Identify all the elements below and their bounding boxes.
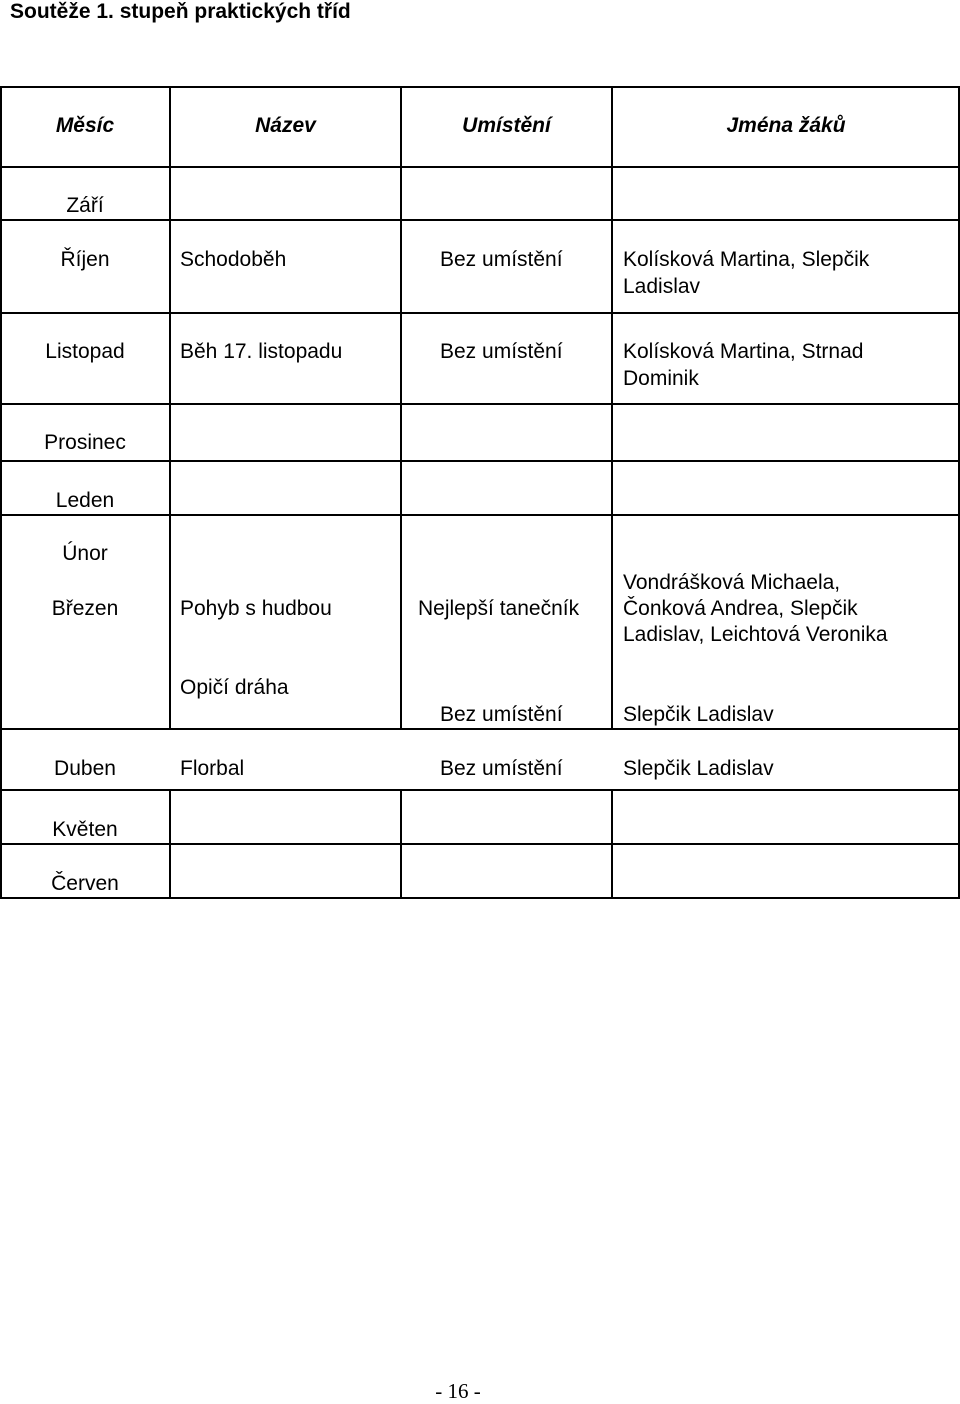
- table-rule: [0, 460, 960, 462]
- competition-name-cell: Pohyb s hudbou: [180, 597, 332, 620]
- pupils-line: Kolísková Martina, Slepčik: [623, 248, 870, 271]
- month-cell: Listopad: [45, 340, 125, 363]
- table-rule: [0, 403, 960, 405]
- pupils-line: Kolísková Martina, Strnad: [623, 340, 864, 363]
- pupils-line: Čonková Andrea, Slepčik: [623, 597, 858, 620]
- placement-cell: Bez umístění: [440, 340, 563, 363]
- month-cell: Září: [66, 194, 104, 217]
- table-rule: [0, 166, 960, 168]
- pupils-line: Vondrášková Michaela,: [623, 571, 841, 594]
- competition-name-cell: Schodoběh: [180, 248, 287, 271]
- placement-cell: Bez umístění: [440, 757, 563, 780]
- table-rule: [0, 86, 960, 88]
- page-number: - 16 -: [435, 1379, 481, 1403]
- column-header: Jména žáků: [726, 114, 846, 137]
- pupils-line: Ladislav: [623, 275, 701, 298]
- page-heading: Soutěže 1. stupeň praktických tříd: [10, 0, 351, 23]
- table-rule: [400, 86, 402, 728]
- table-rule: [0, 789, 960, 791]
- month-cell: Červen: [51, 872, 119, 895]
- column-header: Název: [255, 114, 316, 137]
- table-rule: [611, 789, 613, 899]
- month-cell: Leden: [55, 489, 115, 512]
- competition-name-cell: Florbal: [180, 757, 245, 780]
- pupils-line: Ladislav, Leichtová Veronika: [623, 623, 888, 646]
- placement-cell: Nejlepší tanečník: [418, 597, 580, 620]
- month-cell: Únor: [62, 542, 108, 565]
- month-cell: Květen: [52, 818, 118, 841]
- table-rule: [0, 514, 960, 516]
- month-cell: Říjen: [60, 248, 110, 271]
- placement-cell: Bez umístění: [440, 703, 563, 726]
- table-rule: [400, 789, 402, 899]
- table-rule: [611, 86, 613, 728]
- placement-cell: Bez umístění: [440, 248, 563, 271]
- table-rule: [0, 728, 960, 730]
- table-rule: [0, 897, 960, 899]
- competition-name-cell: Běh 17. listopadu: [180, 340, 343, 363]
- competitions-table: [0, 86, 960, 899]
- column-header: Umístění: [462, 114, 551, 137]
- table-rule: [0, 219, 960, 221]
- pupils-line: Dominik: [623, 367, 699, 390]
- month-cell: Prosinec: [44, 431, 126, 454]
- table-rule: [0, 312, 960, 314]
- pupils-line: Slepčik Ladislav: [623, 703, 774, 726]
- column-header: Měsíc: [55, 114, 115, 137]
- competition-name-cell: Opičí dráha: [180, 676, 289, 699]
- pupils-line: Slepčik Ladislav: [623, 757, 774, 780]
- month-cell: Duben: [54, 757, 116, 780]
- table-rule: [0, 843, 960, 845]
- table-rule: [169, 86, 171, 728]
- month-cell: Březen: [51, 597, 119, 620]
